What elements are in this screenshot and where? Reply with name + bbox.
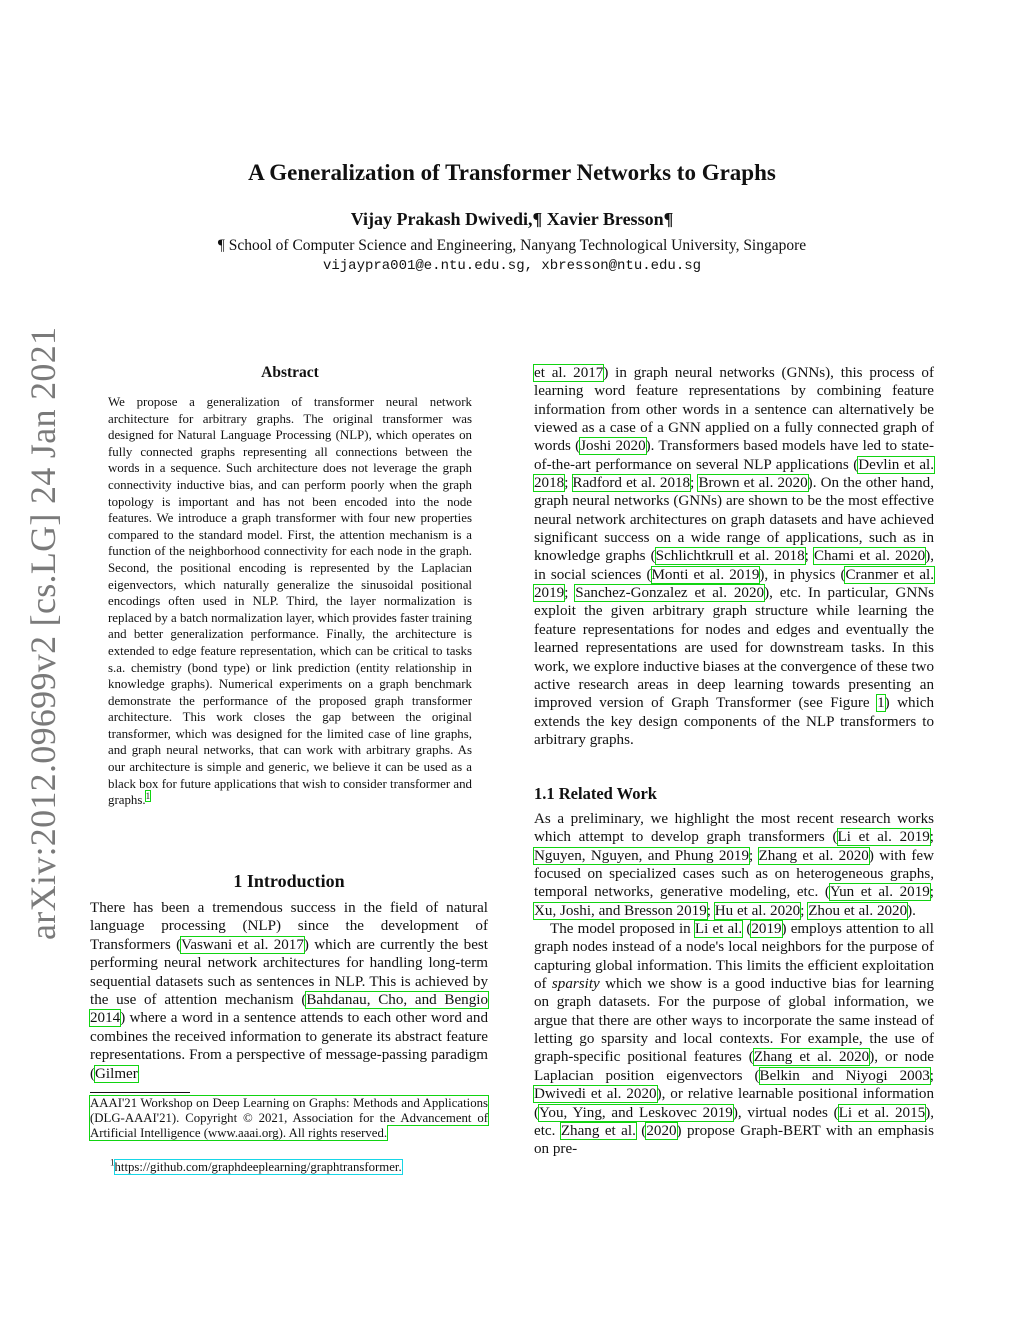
citation-link[interactable]: Devlin et al. 2018 bbox=[534, 456, 934, 492]
body-text: ) in graph neural networks (GNNs), this process of learning word feature representations by combining feature information from other words in a sentence can alternatively be viewed as a case of a GNN applied on a fully connected graph of words ( bbox=[534, 365, 934, 455]
body-text: ). On the other hand, graph neural networks (GNNs) are shown to be the most effective neural network architectures on graph datasets and have achieved significant success on a wide range of applications, such as in knowledge graphs ( bbox=[534, 475, 935, 565]
body-text: The model proposed in bbox=[550, 921, 695, 938]
citation-link[interactable]: 2019 bbox=[751, 921, 782, 938]
body-text: ), or relative learnable positional information ( bbox=[534, 1086, 934, 1121]
citation-link[interactable]: Zhang et al. bbox=[560, 1122, 636, 1139]
citation-link[interactable]: Belkin and Niyogi 2003 bbox=[759, 1067, 930, 1084]
citation-link[interactable]: Joshi 2020 bbox=[580, 438, 646, 455]
citation-link[interactable]: Brown et al. 2020 bbox=[698, 475, 808, 492]
footnote-1[interactable] bbox=[110, 1157, 402, 1175]
body-text: which we show is a good inductive bias for learning on graph datasets. For the purpose of global information, we argue that there are other ways to incorporate the same instead of letting go sparsity and local contexts. For example, the use of graph-specific positional features ( bbox=[534, 976, 934, 1066]
citation-link[interactable]: Zhou et al. 2020 bbox=[808, 902, 908, 919]
body-text: ). bbox=[907, 902, 916, 919]
emphasis-sparsity: sparsity bbox=[551, 976, 600, 993]
intro-text: ) where a word in a sentence attends to each other word and combines the received information to generate its abstract feature representations. From a perspective of message-passing paradigm ( bbox=[90, 1010, 488, 1082]
venue-footnote-text[interactable]: AAAI'21 Workshop on Deep Learning on Graphs: Methods and Applications (DLG-AAAI'21). Copyright © 2021, Association for the Advancement of Artificial Intelligence (www.aaai.org). All rights reserved. bbox=[90, 1096, 488, 1140]
introduction-body bbox=[90, 899, 488, 1083]
related-work-heading: 1.1 Related Work bbox=[534, 784, 657, 803]
body-text: ) which extends the key design components of the NLP transformers to arbitrary graphs. bbox=[534, 695, 935, 748]
abstract-body bbox=[108, 394, 472, 809]
citation-link[interactable]: You, Ying, and Leskovec 2019 bbox=[539, 1104, 733, 1121]
github-url-link[interactable]: https://github.com/graphdeeplearning/graphtransformer. bbox=[114, 1160, 402, 1174]
body-text: ), in physics ( bbox=[759, 566, 846, 583]
body-text: ) with few focused on specialized cases such as on heterogeneous graphs, temporal networks, generative modeling, etc. ( bbox=[534, 847, 934, 901]
citation-link[interactable]: Li et al. 2019 bbox=[837, 829, 930, 846]
paper-title: A Generalization of Transformer Networks to Graphs bbox=[248, 160, 776, 185]
body-text: As a preliminary, we highlight the most recent research works which attempt to develop graph transformers ( bbox=[534, 811, 934, 846]
introduction-heading: 1 Introduction bbox=[233, 871, 345, 891]
affiliation: ¶ School of Computer Science and Engineering, Nanyang Technological University, Singapore bbox=[217, 237, 807, 254]
citation-link[interactable]: Zhang et al. 2020 bbox=[758, 847, 869, 864]
intro-text: There has been a tremendous success in the field of natural language processing (NLP) since the development of Transformers ( bbox=[90, 900, 488, 953]
citation-link[interactable]: Monti et al. 2019 bbox=[651, 566, 760, 583]
citation-link[interactable]: Yun et al. 2019 bbox=[829, 884, 930, 901]
citation-link[interactable]: Chami et al. 2020 bbox=[813, 548, 926, 565]
citation-link[interactable]: Xu, Joshi, and Bresson 2019 bbox=[534, 902, 707, 919]
body-text: propose Graph-BERT with an emphasis on pre- bbox=[534, 1122, 934, 1158]
arxiv-identifier: arXiv:2012.09699v2 [cs.LG] 24 Jan 2021 bbox=[23, 326, 63, 940]
citation-link[interactable]: Sanchez-Gonzalez et al. 2020 bbox=[575, 585, 765, 602]
body-text: ), or node Laplacian position eigenvectors ( bbox=[534, 1049, 934, 1084]
citation-link[interactable]: Bahdanau, Cho, and Bengio 2014 bbox=[90, 992, 488, 1027]
citation-link[interactable]: Zhang et al. 2020 bbox=[753, 1049, 870, 1066]
body-text: ), etc. bbox=[534, 1104, 935, 1139]
citation-link[interactable]: Radford et al. 2018 bbox=[572, 475, 691, 492]
citation-link[interactable]: et al. 2017 bbox=[534, 365, 604, 381]
right-column-body: et al. 2017) in graph neural networks (GNNs), this process of learning word feature representations by combining feature information from other words in a sentence can alternatively be viewed as a case of a GNN applied on a fully connected graph of words (Joshi 2020). Transformers based models have led to state-of-the-art performance on several NLP applications (Devlin et al. 2018; Radford et al. 2018; Brown et al. 2020). On the other hand, graph neural networks (GNNs) are shown to be the most effective neural network architectures on graph datasets and have achieved significant success on a wide range of applications, such as in knowledge graphs (Schlichtkrull et al. 2018; Chami et al. 2020), in social sciences (Monti et al. 2019), in physics (Cranmer et al. 2019; Sanchez-Gonzalez et al. 2020), etc. In particular, GNNs exploit the given arbitrary graph structure while learning the feature representations for nodes and edges and eventually the learned representations are used for downstream tasks. In this work, we explore inductive biases at the convergence of these two active research areas in deep learning towards presenting an improved version of Graph Transformer (see Figure 1) which extends the key design components of the NLP transformers to arbitrary graphs. bbox=[534, 365, 935, 748]
citation-link[interactable]: Li et al. 2015 bbox=[838, 1104, 926, 1121]
intro-text: ) which are currently the best performing neural network architectures for handling long-term sequential datasets such as sentences in NLP. This is achieved by the use of attention mechanism ( bbox=[90, 936, 488, 1009]
footnote-link-1[interactable]: 1 bbox=[145, 790, 151, 801]
citation-link[interactable]: Hu et al. 2020 bbox=[714, 902, 801, 919]
body-text: employs attention to all graph nodes instead of a node's local neighbors for the purpose of capturing global information. This limits the efficient exploitation of bbox=[534, 921, 934, 993]
citation-link[interactable]: Gilmer bbox=[95, 1065, 138, 1082]
body-text: ), etc. In particular, GNNs exploit the given arbitrary graph structure while learning the feature representations for nodes and edges and eventually the learned representations are used for downstream tasks. In this work, we explore inductive biases at the convergence of these two active research areas in deep learning towards presenting an improved version of Graph Transformer (see Figure bbox=[534, 585, 934, 712]
citation-link[interactable]: Li et al. bbox=[694, 921, 743, 938]
author-emails[interactable]: vijaypra001@e.ntu.edu.sg, xbresson@ntu.edu.sg bbox=[322, 258, 702, 274]
citation-link[interactable]: Dwivedi et al. 2020 bbox=[534, 1086, 657, 1103]
citation-link[interactable]: Nguyen, Nguyen, and Phung 2019 bbox=[534, 847, 750, 864]
abstract-text: We propose a generalization of transformer neural network architecture for arbitrary graphs. The original transformer was designed for Natural Language Processing (NLP), which operates on fully connected graphs representing all connections between the words in a sequence. Such architecture does not leverage the graph connectivity inductive bias, and can perform poorly when the graph topology is important and has not been encoded into the node features. We introduce a graph transformer with four new properties compared to the standard model. First, the attention mechanism is a function of the neighborhood connectivity for each node in the graph. Second, the positional encoding is represented by the Laplacian eigenvectors, which naturally generalize the sinusoidal positional encodings often used in NLP. Third, the layer normalization is replaced by a batch normalization layer, which provides faster training and better generalization performance. Finally, the architecture is extended to edge feature representation, which can be critical to tasks s.a. chemistry (bond type) or link prediction (entity relationship in knowledge graphs). Numerical experiments on a graph benchmark demonstrate the performance of the proposed graph transformer architecture. This work closes the gap between the original transformer, which was designed for the limited case of line graphs, and graph neural networks, that can work with arbitrary graphs. As our architecture is simple and generic, we believe it can be used as a black box for future applications that wish to consider transformer and graphs. bbox=[108, 395, 472, 808]
figure-link[interactable]: 1 bbox=[877, 695, 885, 712]
citation-link[interactable]: Schlichtkrull et al. 2018 bbox=[655, 548, 805, 565]
footnote-divider bbox=[90, 1092, 190, 1093]
body-text: ), in social sciences ( bbox=[534, 548, 934, 583]
abstract-heading: Abstract bbox=[261, 364, 319, 381]
citation-link[interactable]: 2020 bbox=[646, 1122, 677, 1139]
citation-link[interactable]: Vaswani et al. 2017 bbox=[181, 936, 304, 953]
body-text: ). Transformers based models have led to state-of-the-art performance on several NLP applications ( bbox=[534, 438, 934, 473]
citation-link[interactable]: Cranmer et al. 2019 bbox=[534, 566, 935, 602]
related-work-paragraph-1: As a preliminary, we highlight the most recent research works which attempt to develop graph transformers (Li et al. 2019; Nguyen, Nguyen, and Phung 2019; Zhang et al. 2020) with few focused on specialized cases such as on heterogeneous graphs, temporal networks, generative modeling, etc. (Yun et al. 2019; Xu, Joshi, and Bresson 2019; Hu et al. 2020; Zhou et al. 2020). bbox=[534, 811, 934, 919]
paper-authors: Vijay Prakash Dwivedi,¶ Xavier Bresson¶ bbox=[350, 209, 674, 229]
related-work-body bbox=[534, 810, 934, 1159]
body-text: ), virtual nodes ( bbox=[732, 1104, 839, 1121]
related-work-paragraph-2: The model proposed in Li et al. (2019) employs attention to all graph nodes instead of a node's local neighbors for the purpose of capturing global information. This limits the efficient exploitation of sparsity which we show is a good inductive bias for learning on graph datasets. For the purpose of global information, we argue that there are other ways to incorporate the same instead of letting go sparsity and local contexts. For example, the use of graph-specific positional features (Zhang et al. 2020), or node Laplacian position eigenvectors (Belkin and Niyogi 2003; Dwivedi et al. 2020), or relative learnable positional information (You, Ying, and Leskovec 2019), virtual nodes (Li et al. 2015), etc. Zhang et al. (2020) propose Graph-BERT with an emphasis on pre- bbox=[534, 921, 935, 1158]
venue-footnote[interactable] bbox=[90, 1096, 488, 1140]
footnote-1-mark: 1 bbox=[110, 1157, 115, 1168]
